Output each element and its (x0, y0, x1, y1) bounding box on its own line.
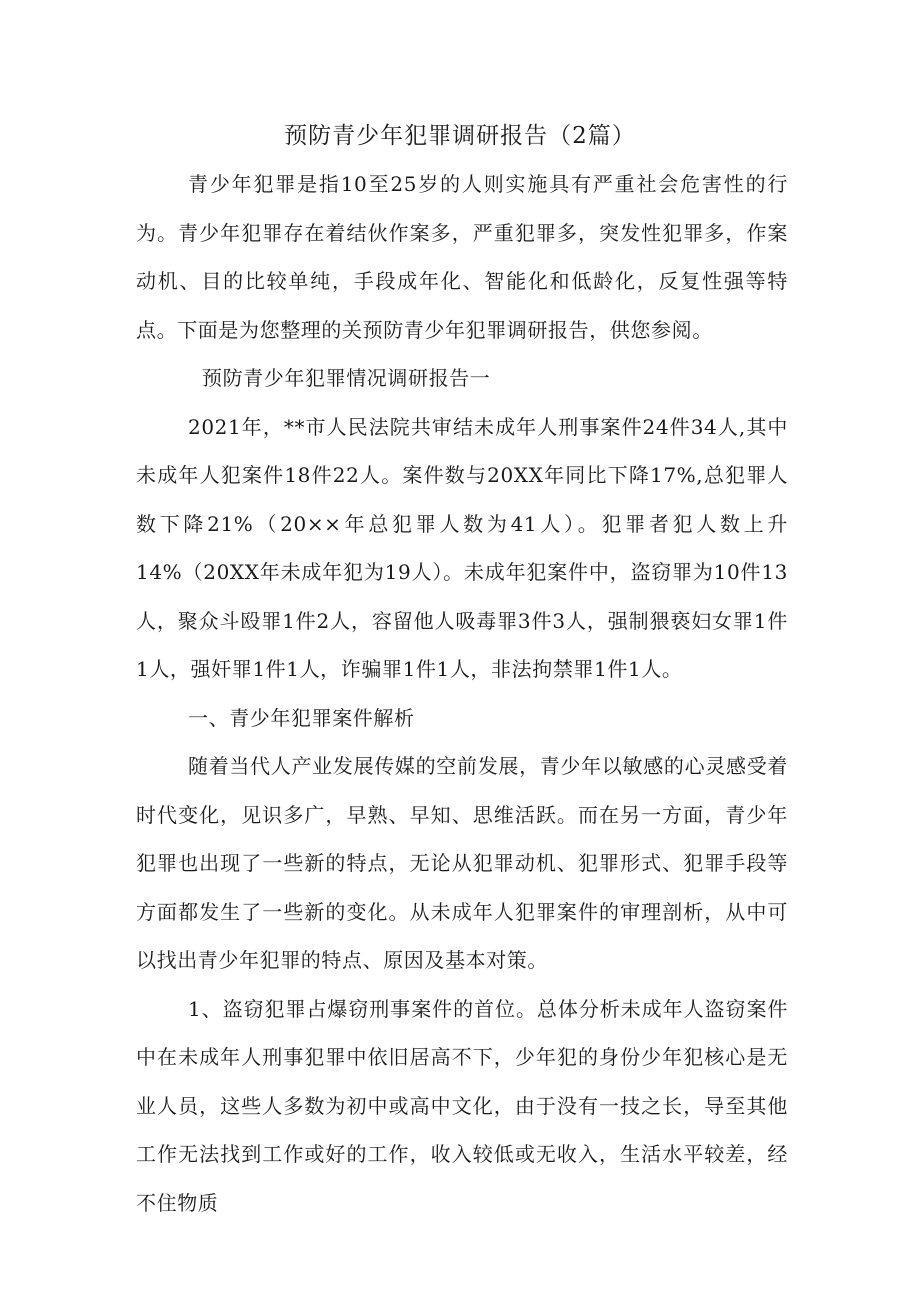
document-title: 预防青少年犯罪调研报告（2篇） (284, 123, 636, 149)
intro-paragraph: 青少年犯罪是指10至25岁的人则实施具有严重社会危害性的行为。青少年犯罪存在着结伙作案多，严重犯罪多，突发性犯罪多，作案动机、目的比较单纯，手段成年化、智能化和低龄化，反复性强等特点。下面是为您整理的关预防青少年犯罪调研报告，供您参阅。 (136, 172, 788, 342)
point-one-paragraph: 1、盗窃犯罪占爆窃刑事案件的首位。总体分析未成年人盗窃案件中在未成年人刑事犯罪中依旧居高不下，少年犯的身份少年犯核心是无业人员，这些人多数为初中或高中文化，由于没有一技之长，导至其他工作无法找到工作或好的工作，收入较低或无收入，生活水平较差，经不住物质 (136, 996, 788, 1215)
report-heading: 预防青少年犯罪情况调研报告一 (202, 366, 491, 390)
section-heading: 一、青少年犯罪案件解析 (188, 705, 415, 730)
statistics-paragraph: 2021年，**市人民法院共审结未成年人刑事案件24件34人,其中未成年人犯案件18件22人。案件数与20XX年同比下降17%,总犯罪人数下降21%（20××年总犯罪人数为41人）。犯罪者犯人数上升14%（20XX年未成年犯为19人）。未成年犯案件中，盗窃罪为10件13人，聚众斗殴罪1件2人，容留他人吸毒罪3件3人，强制猥亵妇女罪1件1人，强奸罪1件1人，诈骗罪1件1人，非法拘禁罪1件1人。 (136, 414, 788, 681)
analysis-paragraph: 随着当代人产业发展传媒的空前发展，青少年以敏感的心灵感受着时代变化，见识多广，早熟、早知、思维活跃。而在另一方面，青少年犯罪也出现了一些新的特点，无论从犯罪动机、犯罪形式、犯罪手段等方面都发生了一些新的变化。从未成年人犯罪案件的审理剖析，从中可以找出青少年犯罪的特点、原因及基本对策。 (136, 754, 788, 972)
document-body (136, 160, 788, 1227)
